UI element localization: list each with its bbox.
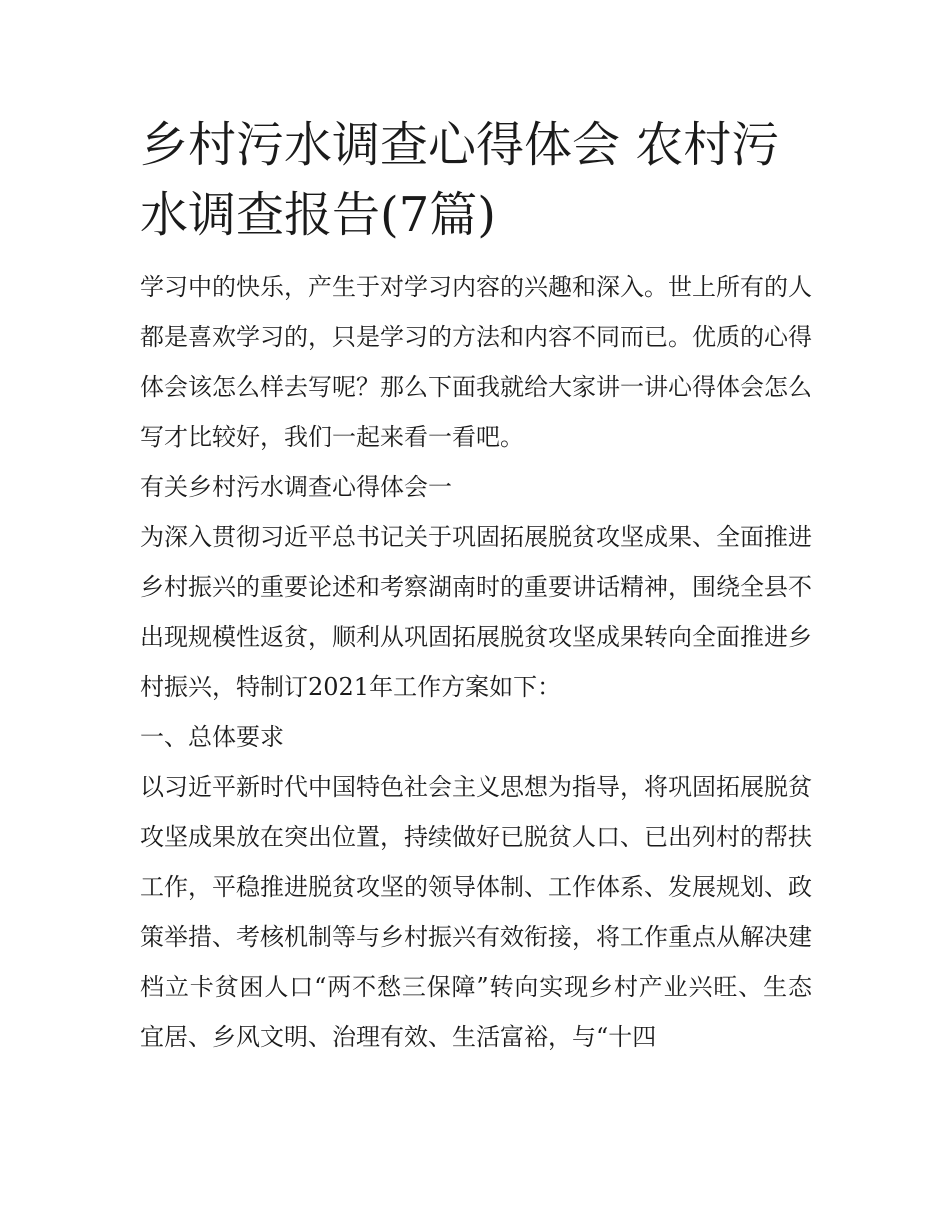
body-paragraph: 为深入贯彻习近平总书记关于巩固拓展脱贫攻坚成果、全面推进乡村振兴的重要论述和考察湖南时的重要讲话精神，围绕全县不出现规模性返贫，顺利从巩固拓展脱贫攻坚成果转向全面推进乡村振兴，特制订2021年工作方案如下： [140, 523, 812, 701]
body-paragraph: 以习近平新时代中国特色社会主义思想为指导，将巩固拓展脱贫攻坚成果放在突出位置，持续做好已脱贫人口、已出列村的帮扶工作，平稳推进脱贫攻坚的领导体制、工作体系、发展规划、政策举措、考核机制等与乡村振兴有效衔接，将工作重点从解决建档立卡贫困人口“两不愁三保障”转向实现乡村产业兴旺、生态宜居、乡风文明、治理有效、生活富裕，与“十四 [140, 773, 812, 1051]
document-body [140, 262, 812, 1062]
subsection-heading: 一、总体要求 [140, 723, 284, 751]
section-heading: 有关乡村污水调查心得体会一 [140, 473, 452, 501]
intro-paragraph: 学习中的快乐，产生于对学习内容的兴趣和深入。世上所有的人都是喜欢学习的，只是学习的方法和内容不同而已。优质的心得体会该怎么样去写呢？那么下面我就给大家讲一讲心得体会怎么写才比较好，我们一起来看一看吧。 [140, 273, 812, 451]
document-title: 乡村污水调查心得体会 农村污水调查报告(7篇) [140, 117, 780, 243]
document-page [140, 110, 812, 1062]
